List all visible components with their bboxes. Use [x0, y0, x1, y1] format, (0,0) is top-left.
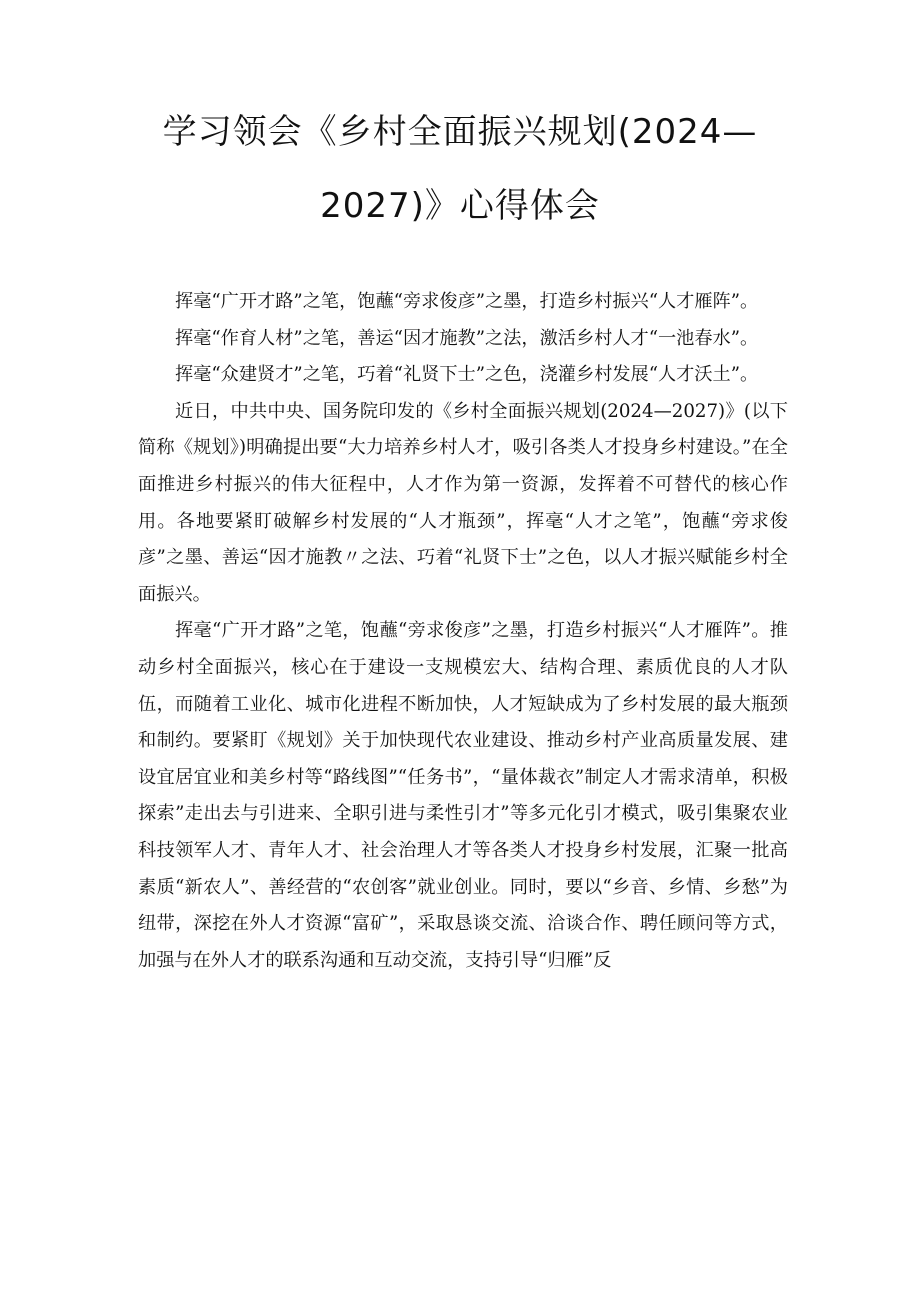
paragraph-1: 挥毫“广开才路”之笔，饱蘸“旁求俊彦”之墨，打造乡村振兴“人才雁阵”。 — [175, 291, 759, 312]
document-body — [138, 284, 788, 979]
document-title-line-1: 学习领会《乡村全面振兴规划(2024— — [162, 112, 758, 152]
paragraph-4: 近日，中共中央、国务院印发的《乡村全面振兴规划(2024—2027)》(以下简称《规划》)明确提出要“大力培养乡村人才，吸引各类人才投身乡村建设。”在全面推进乡村振兴的伟大征程中，人才作为第一资源，发挥着不可替代的核心作用。各地要紧盯破解乡村发展的“人才瓶颈”，挥毫“人才之笔”，饱蘸“旁求俊彦”之墨、善运“因才施教〃之法、巧着“礼贤下士”之色，以人才振兴赋能乡村全面振兴。 — [138, 400, 788, 605]
paragraph-2: 挥毫“作育人材”之笔，善运“因才施教”之法，激活乡村人才“一池春水”。 — [175, 327, 759, 349]
paragraph-5: 挥毫“广开才路”之笔，饱蘸“旁求俊彦”之墨，打造乡村振兴“人才雁阵”。推动乡村全面振兴，核心在于建设一支规模宏大、结构合理、素质优良的人才队伍，而随着工业化、城市化进程不断加快，人才短缺成为了乡村发展的最大瓶颈和制约。要紧盯《规划》关于加快现代农业建设、推动乡村产业高质量发展、建设宜居宜业和美乡村等“路线图”“任务书”，“量体裁衣”制定人才需求清单，积极探索”走出去与引进来、全职引进与柔性引才”等多元化引才模式，吸引集聚农业科技领军人才、青年人才、社会治理人才等各类人才投身乡村发展，汇聚一批高素质“新农人”、善经营的“农创客”就业创业。同时，要以“乡音、乡情、乡愁”为纽带，深挖在外人才资源“富矿”，采取恳谈交流、洽谈合作、聘任顾问等方式，加强与在外人才的联系沟通和互动交流，支持引导“归雁”反 — [138, 620, 788, 971]
document-title-line-2: 2027)》心得体会 — [320, 186, 600, 226]
paragraph-3: 挥毫“众建贤才”之笔，巧着“礼贤下士”之色，浇灌乡村发展“人才沃土”。 — [175, 364, 759, 386]
